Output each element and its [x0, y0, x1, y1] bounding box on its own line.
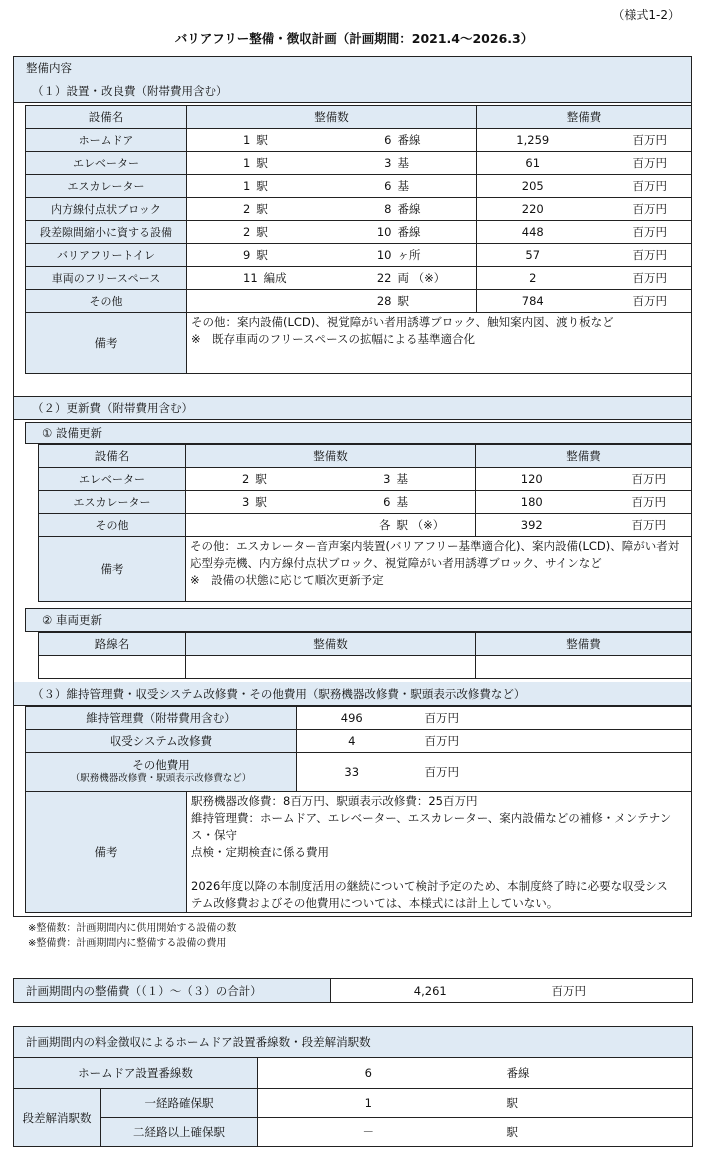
s2-row-n1: 2: [242, 472, 250, 486]
s3-row: [26, 707, 692, 730]
s2-row-count-units: [274, 491, 476, 514]
s2-sub2: [25, 608, 691, 632]
s1-row-unit: 百万円: [589, 152, 692, 175]
s1-row-count-stations: [187, 152, 275, 175]
s1-table: [25, 105, 692, 374]
s2-row-count-units: [274, 468, 476, 491]
s3-remarks-label: 備考: [26, 792, 187, 913]
s1-row-cost: 1,259: [477, 129, 589, 152]
s1-heading-text: （１）設置・改良費（附帯費用含む）: [32, 84, 228, 98]
s3-row-unit: 百万円: [407, 753, 692, 792]
s2-vehicle-header-row: [39, 633, 692, 656]
s1-row-cost: 205: [477, 175, 589, 198]
s1-row-n1: 11: [243, 271, 258, 285]
s1-row-count-units: [275, 290, 477, 313]
s1-row-n1: 2: [243, 225, 251, 239]
s1-row-count-stations: [187, 198, 275, 221]
s1-row: [26, 221, 692, 244]
s1-row-count-units: [275, 244, 477, 267]
s1-row-count-units: [275, 152, 477, 175]
s2-row-cost: 120: [476, 468, 588, 491]
s1-row-u2: 基: [397, 179, 409, 193]
s1-row-name: 段差隙間縮小に資する設備: [26, 221, 187, 244]
s3-remarks-line2: 維持管理費：ホームドア、エレベーター、エスカレーター、案内設備などの補修・メンテナンス・保守: [191, 811, 672, 842]
s1-row-n2: 6: [384, 179, 392, 193]
s2-remarks-line1: その他：エスカレーター音声案内装置(バリアフリー基準適合化)、案内設備(LCD)、障がい者対: [190, 539, 680, 553]
s1-row: [26, 129, 692, 152]
footnote-count: ※整備数：計画期間内に供用開始する設備の数: [28, 923, 237, 934]
s2-row: [39, 514, 692, 537]
s1-row-cost: 220: [477, 198, 589, 221]
total-label: 計画期間内の整備費（（１）～（３）の合計）: [14, 979, 331, 1003]
summary-row3-value: －: [258, 1118, 479, 1147]
summary-row2-label: 一経路確保駅: [101, 1089, 258, 1118]
s2-row-n2: 各: [379, 518, 391, 532]
s1-row-count-units: [275, 175, 477, 198]
s1-row-name: エレベーター: [26, 152, 187, 175]
s1-row-count-stations: [187, 290, 275, 313]
s3-table: [25, 706, 692, 913]
s1-row-u1: 駅: [256, 225, 268, 239]
s3-row-name: [26, 730, 297, 753]
s2-vehicle-empty-cell: [39, 656, 186, 679]
s2-col-route: 路線名: [39, 633, 186, 656]
s1-row-u2: 両 （※）: [397, 271, 446, 285]
s3-row-label: 維持管理費（附帯費用含む）: [86, 711, 236, 725]
s2-row-u2: 駅 （※）: [396, 518, 445, 532]
s1-row-count-stations: [187, 267, 287, 290]
s3-row-name: [26, 753, 297, 792]
s1-row-n2: 28: [376, 294, 392, 308]
s2-row-u1: 駅: [255, 495, 267, 509]
s2-vehicle-empty-row: [39, 656, 692, 679]
s2-col-cost: 整備費: [476, 445, 692, 468]
s2-row-count-stations: [186, 468, 274, 491]
total-unit: 百万円: [530, 979, 693, 1003]
summary-row2-unit: 駅: [479, 1089, 693, 1118]
s1-row-n2: 10: [376, 225, 392, 239]
s2-row-unit: 百万円: [588, 491, 692, 514]
s1-row-n1: 2: [243, 202, 251, 216]
s1-col-count: 整備数: [187, 106, 477, 129]
summary-row3-unit: 駅: [479, 1118, 693, 1147]
s2-row: [39, 468, 692, 491]
form-number: （様式1-2）: [612, 8, 680, 22]
s1-row-u2: 番線: [397, 225, 421, 239]
s2-table: [38, 444, 692, 602]
section-main-heading: 整備内容: [14, 57, 691, 80]
s3-remarks-line3: 点検・定期検査に係る費用: [191, 845, 329, 859]
s1-header-row: [26, 106, 692, 129]
s2-sub2-text: ② 車両更新: [42, 613, 102, 627]
s2-heading: [14, 396, 691, 420]
s1-row: [26, 198, 692, 221]
s2-remarks: [186, 537, 692, 602]
s1-row-count-stations: [187, 129, 275, 152]
s1-row-u1: 駅: [256, 133, 268, 147]
summary-row2-value: 1: [258, 1089, 479, 1118]
s1-row-unit: 百万円: [589, 175, 692, 198]
s2-col-name: 設備名: [39, 445, 186, 468]
s3-remarks: [187, 792, 692, 913]
s2-vehicle-empty-cell: [186, 656, 476, 679]
s2-sub1-text: ① 設備更新: [42, 426, 102, 440]
s3-row-sublabel: （駅務機器改修費・駅頭表示改修費など）: [70, 773, 252, 784]
s1-row-name: その他: [26, 290, 187, 313]
s3-heading-text: （３）維持管理費・収受システム改修費・その他費用（駅務機器改修費・駅頭表示改修費など）: [32, 687, 526, 701]
s2-remarks-row: [39, 537, 692, 602]
s3-heading: [14, 682, 691, 706]
s1-row-n2: 22: [376, 271, 392, 285]
summary-header-row: [14, 1027, 693, 1058]
s1-remarks-row: [26, 313, 692, 374]
s2-sub1: [25, 422, 691, 444]
s3-row-value: 33: [297, 753, 407, 792]
s1-row-unit: 百万円: [589, 244, 692, 267]
s1-row-count-stations: [187, 175, 275, 198]
summary-table: [13, 1026, 693, 1147]
summary-row1-value: 6: [258, 1058, 479, 1089]
s1-row-unit: 百万円: [589, 129, 692, 152]
s1-row-unit: 百万円: [589, 198, 692, 221]
s2-row-n1: 3: [242, 495, 250, 509]
s2-row-cost: 180: [476, 491, 588, 514]
s2-col-count: 整備数: [186, 445, 476, 468]
s1-heading: [14, 79, 691, 103]
s1-row-n1: 9: [243, 248, 251, 262]
s3-remarks-line4: 2026年度以降の本制度活用の継続について検討予定のため、本制度終了時に必要な収受シス: [191, 879, 668, 893]
s1-row-unit: 百万円: [589, 221, 692, 244]
s1-row-n2: 8: [384, 202, 392, 216]
s1-row: [26, 267, 692, 290]
footnotes: [28, 921, 236, 951]
s3-row-unit: 百万円: [407, 730, 692, 753]
s1-row-cost: 2: [477, 267, 589, 290]
s3-remarks-line5: テム改修費およびその他費用については、本様式には計上していない。: [191, 896, 559, 910]
s1-row-count-stations: [187, 244, 275, 267]
s1-row-cost: 448: [477, 221, 589, 244]
s1-row-count-stations: [187, 221, 275, 244]
s1-row-n2: 10: [376, 248, 392, 262]
s1-row-unit: 百万円: [589, 267, 692, 290]
s2-row-count-stations: [186, 514, 274, 537]
s1-row-count-units: [275, 267, 477, 290]
s2-row-u2: 基: [396, 495, 408, 509]
total-row: [14, 979, 693, 1003]
s2-row-count-units: [274, 514, 476, 537]
s1-row-u1: 駅: [256, 156, 268, 170]
s1-row-count-units: [275, 221, 477, 244]
s1-row-count-units: [275, 129, 477, 152]
s2-row-name: その他: [39, 514, 186, 537]
total-value: 4,261: [331, 979, 530, 1003]
s1-row: [26, 175, 692, 198]
s2-header-row: [39, 445, 692, 468]
summary-row1-label: ホームドア設置番線数: [14, 1058, 258, 1089]
s1-row-u2: ヶ所: [397, 248, 421, 262]
s3-remarks-row: [26, 792, 692, 913]
s2-row-cost: 392: [476, 514, 588, 537]
s3-row-label: その他費用: [132, 758, 190, 772]
s2-row-name: エスカレーター: [39, 491, 186, 514]
s2-row-unit: 百万円: [588, 514, 692, 537]
s1-row-u2: 駅: [397, 294, 409, 308]
s2-row-unit: 百万円: [588, 468, 692, 491]
summary-row1-unit: 番線: [479, 1058, 693, 1089]
s1-row-u1: 駅: [256, 179, 268, 193]
s3-row-unit: 百万円: [407, 707, 692, 730]
s1-row-n1: 1: [243, 156, 251, 170]
s2-vehicle-table: [38, 632, 692, 679]
s1-row-u2: 番線: [397, 202, 421, 216]
s1-remarks-line2: ※ 既存車両のフリースペースの拡幅による基準適合化: [191, 332, 476, 346]
s1-remarks-line1: その他：案内設備(LCD)、視覚障がい者用誘導ブロック、触知案内図、渡り板など: [191, 315, 614, 329]
summary-group-label: 段差解消駅数: [14, 1089, 101, 1147]
s1-col-name: 設備名: [26, 106, 187, 129]
s2-heading-text: （２）更新費（附帯費用含む）: [32, 401, 193, 415]
s1-row-cost: 57: [477, 244, 589, 267]
s1-row-name: 内方線付点状ブロック: [26, 198, 187, 221]
s1-row-name: エスカレーター: [26, 175, 187, 198]
s2-row-u2: 基: [396, 472, 408, 486]
s3-row: [26, 753, 692, 792]
s2-row-name: エレベーター: [39, 468, 186, 491]
s1-col-cost: 整備費: [477, 106, 692, 129]
summary-row-platform-doors: [14, 1058, 693, 1089]
s1-row-n1: 1: [243, 133, 251, 147]
s1-row: [26, 290, 692, 313]
s1-row-name: バリアフリートイレ: [26, 244, 187, 267]
s2-remarks-line2: 応型券売機、内方線付点状ブロック、視覚障がい者用誘導ブロック、サインなど: [190, 556, 602, 570]
s2-col-cost2: 整備費: [476, 633, 692, 656]
s1-row-unit: 百万円: [589, 290, 692, 313]
s1-row-cost: 61: [477, 152, 589, 175]
footnote-cost: ※整備費：計画期間内に整備する設備の費用: [28, 938, 227, 949]
s3-row: [26, 730, 692, 753]
s1-row-u2: 番線: [397, 133, 421, 147]
s1-row-count-units: [275, 198, 477, 221]
s3-remarks-line1: 駅務機器改修費：8百万円、駅頭表示改修費：25百万円: [191, 794, 478, 808]
s2-col-count2: 整備数: [186, 633, 476, 656]
total-table: [13, 978, 693, 1003]
s1-row-u2: 基: [397, 156, 409, 170]
summary-row-two-routes: [14, 1118, 693, 1147]
s2-vehicle-empty-cell: [476, 656, 692, 679]
s1-remarks: [187, 313, 692, 374]
s1-row-n1: 1: [243, 179, 251, 193]
s2-row-n2: 3: [383, 472, 391, 486]
s1-remarks-label: 備考: [26, 313, 187, 374]
s2-row: [39, 491, 692, 514]
page-title: バリアフリー整備・徴収計画（計画期間：2021.4～2026.3）: [174, 31, 534, 46]
s3-row-value: 496: [297, 707, 407, 730]
summary-row3-label: 二経路以上確保駅: [101, 1118, 258, 1147]
summary-heading: 計画期間内の料金徴収によるホームドア設置番線数・段差解消駅数: [14, 1027, 693, 1058]
s1-row-u1: 駅: [256, 202, 268, 216]
s1-row-u1: 駅: [256, 248, 268, 262]
s1-row: [26, 244, 692, 267]
s2-row-n2: 6: [383, 495, 391, 509]
s1-row-n2: 6: [384, 133, 392, 147]
s1-row: [26, 152, 692, 175]
s1-row-name: 車両のフリースペース: [26, 267, 187, 290]
s3-row-value: 4: [297, 730, 407, 753]
s2-row-count-stations: [186, 491, 274, 514]
s2-remarks-label: 備考: [39, 537, 186, 602]
s2-row-u1: 駅: [255, 472, 267, 486]
s1-row-cost: 784: [477, 290, 589, 313]
s1-row-name: ホームドア: [26, 129, 187, 152]
s3-row-label: 収受システム改修費: [109, 734, 213, 748]
summary-row-one-route: [14, 1089, 693, 1118]
s2-remarks-line3: ※ 設備の状態に応じて順次更新予定: [190, 573, 384, 587]
s3-row-name: [26, 707, 297, 730]
s1-row-u1: 編成: [263, 271, 287, 285]
s1-row-n2: 3: [384, 156, 392, 170]
